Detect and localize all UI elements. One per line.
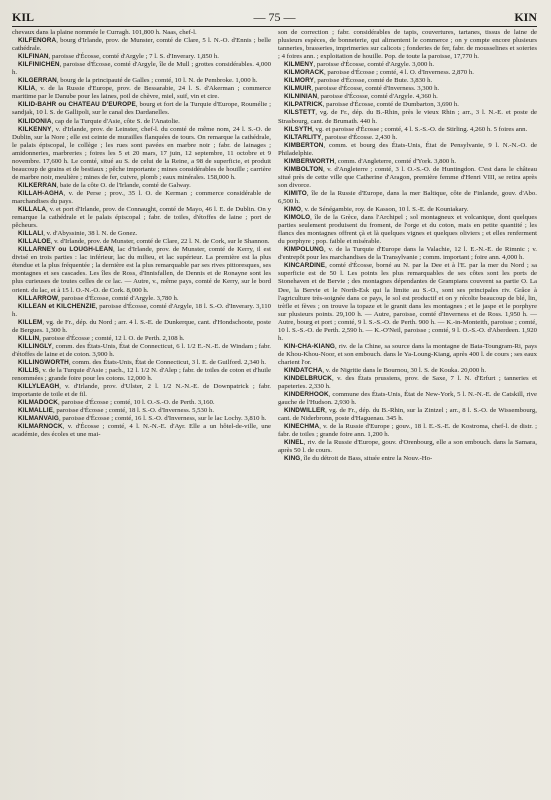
entry-headword: KILLIN bbox=[18, 334, 40, 342]
entry-text: , paroisse d'Écosse ; comté, 12 l. O. de Perth. 2,108 h. bbox=[39, 334, 185, 342]
entry-text: , paroisse d'Écosse, comté d'Argyle, île de Mull ; grottes considérables. 4,000 h. bbox=[12, 61, 271, 77]
entry-headword: KIMPOLUNG bbox=[284, 246, 324, 254]
entry-text: , paroisse d'Écosse. 2,430 h. bbox=[321, 133, 398, 141]
entry-headword: KIMITO bbox=[284, 189, 307, 197]
entry-text: , vg. de Fr., dép. du B.-Rhin, près le vieux Rhin ; arr., 3 l. N.-E. et poste de Strasbourg, cant. de Brumath. 440 h. bbox=[278, 109, 537, 125]
entry-text: , île du détroit de Bass, située entre la Nouv.-Ho- bbox=[300, 455, 433, 463]
entry-headword: KILID-BAHR ou CHATEAU D'EUROPE bbox=[18, 101, 136, 109]
entry-headword: KILLALI bbox=[18, 230, 44, 238]
entry-text: , bourg de la principauté de Galles ; comté, 10 l. N. de Pembroke. 1,000 h. bbox=[56, 77, 258, 85]
entry-text: , comté d'Écosse, borné au N. par la Dee et à l'E. par la mer du Nord ; sa superficie est de 50 l. Les points les plus remarquables de ses côtes sont les ports de Stonehaven et de Bervie ; des montagnes dépendantes de Grampians couvrent sa partie O. La Dee, la Bervie et le North-Esk qui la limite au S.-O., sont ses principales riv. Grâce à l'agriculture très-soignée dans ce pays, le sol est productif et on y récolte beaucoup de blé, lin, trèfle et fèves ; on trouve la topaze et le granit dans les montagnes ; et le jaspe et le porphyre sur plusieurs points. 29,100 h. — Autre, paroisse, comté d'Inverness et de Ross. 1,950 h. — Autre, bourg et port ; comté, 9 l. S.-S.-O. de Perth. 900 h. — K.-in-Monteith, paroisse ; comté, 10 l. S.-S.-O. de Perth. 2,590 h. — K.-O'Neil, paroisse ; comté, 9 l. O.-S.-O. d'Aberdeen. 1,920 h. bbox=[278, 262, 537, 342]
entry-text: , paroisse d'Écosse, comté de Dumbarton, 3,690 h. bbox=[322, 101, 459, 109]
entry-headword: KILLALOE bbox=[18, 238, 51, 246]
entry-text: , paroisse d'Écosse, comté d'Argyle. 3,000 h. bbox=[313, 61, 435, 69]
entry-text: , v. de la Turquie d'Asie ; pach., 12 l. 1/2 N. d'Alep ; fabr. de toiles de coton et d'huile renommées ; grande foire pour les cotons. 12,000 h. bbox=[12, 366, 271, 383]
entry-headword: KILFINICHEN bbox=[18, 61, 60, 69]
dictionary-entry bbox=[12, 182, 271, 190]
entry-headword: KILLEAN et KILCHENZIE bbox=[18, 302, 96, 310]
dictionary-entry bbox=[278, 101, 537, 109]
dictionary-entry bbox=[12, 399, 271, 407]
entry-headword: KILTARLITY bbox=[284, 133, 322, 141]
entry-headword: KILIDONIA bbox=[18, 117, 52, 125]
entry-headword: KILGERRAN bbox=[18, 77, 57, 85]
dictionary-entry bbox=[12, 423, 271, 439]
entry-text: , v. et port d'Irlande, prov. de Connaught, comté de Mayo, 46 l. E. de Dublin. On y remarque la cathédrale et le palais épiscopal ; fabr. de toiles, d'étoffes de laine ; port de pêcheurs. bbox=[12, 206, 271, 230]
entry-text: , commune des États-Unis, État de New-York, 5 l. N.-N.-E. de Catskill, rive gauche de l'Hudson. 2,930 h. bbox=[278, 391, 537, 407]
dictionary-entry bbox=[278, 439, 537, 455]
entry-headword: KILLALA bbox=[18, 206, 47, 214]
dictionary-entry bbox=[278, 126, 537, 134]
entry-text: , v. de la Turquie d'Europe dans la Valachie, 12 l. E.-N.-E. de Rimnic ; v. d'entrepôt pour les marchandises de la Transylvanie ; comm. important ; foire ann. 4,000 h. bbox=[278, 246, 537, 262]
dictionary-entry bbox=[12, 206, 271, 230]
entry-headword: KIMBOLTON bbox=[284, 165, 324, 173]
dictionary-entry bbox=[12, 367, 271, 383]
dictionary-entry bbox=[278, 423, 537, 439]
entry-headword: KILLINGWORTH bbox=[18, 358, 69, 366]
entry-headword: KILMENY bbox=[284, 61, 314, 69]
entry-headword: KILSTETT bbox=[284, 109, 316, 117]
entry-text: , comm. des États-Unis, État de Connecticut, 6 l. 1/2 E.-N.-E. de Windam ; fabr. d'étoffes de laine et de coton. 3,900 h. bbox=[12, 342, 271, 358]
entry-text: son de correction ; fabr. considérables de tapis, couvertures, tartanes, tissus de laine de plusieurs espèces, de bonneterie, qui alimentent le commerce ; on y compte encore plusieurs tanneries, brasseries, imprimeries sur calicots ; fonderies de fer, fabr. de mousselines et soieries ; 4 foires ann. ; exploitation de houille. Pop. de toute la paroisse, 17,770 h. bbox=[278, 29, 537, 61]
entry-headword: KILMUIR bbox=[284, 85, 312, 93]
entry-text: , paroisse d'Écosse ; comté, 10 l. O.-S.-O. de Perth. 3,160. bbox=[57, 399, 215, 407]
entry-text: , v. d'Irlande, prov. d'Ulster, 2 l. 1/2 N.-N.-E. de Downpatrick ; fabr. importante de toile et de fil. bbox=[12, 383, 271, 399]
entry-headword: KIN-CHA-KIANG bbox=[284, 342, 335, 350]
entry-text: , paroisse d'Écosse ; comté, 16 l. S.-O. d'Inverness, sur le lac Lochy. 3,810 h. bbox=[59, 415, 267, 423]
dictionary-entry bbox=[12, 126, 271, 182]
entry-text: , paroisse d'Écosse, comté de Bute. 3,830 h. bbox=[313, 77, 433, 85]
entry-text: , v. d'Irlande, prov. de Leinster, chef-l. du comté de même nom, 24 l. S.-O. de Dublin, sur la Nore ; elle est ceinte de murailles flanquées de tours. On remarque la cathédrale, le palais épiscopal, le collège ; les rues sont pavées en marbre noir ; fabr. de lainages ; amidonneries, marbreries ; foires les 5 et 20 mars, 17 juin, 12 septembre, 11 octobre et 9 novembre. 17,600 h. Le comté, situé au S. de celui de la Reine, a 98 de superficie, et produit beaucoup de grains et de bestiaux ; pêche importante ; mines considérables de houille ; carrière de marbre noir, meulière ; mines de fer, cuivre, plomb ; eaux minérales. 158,000 h. bbox=[12, 125, 271, 181]
dictionary-entry bbox=[12, 319, 271, 335]
entry-headword: KINCARDINE bbox=[284, 262, 326, 270]
entry-text: , v. d'Écosse ; comté, 4 l. N.-N.-E. d'Ayr. Elle a un hôtel-de-ville, une académie, des écoles et une mai- bbox=[12, 423, 271, 439]
entry-headword: KILLARROW bbox=[18, 294, 58, 302]
entry-text: , baie de la côte O. de l'Irlande, comté de Galway. bbox=[56, 181, 191, 189]
dictionary-entry bbox=[278, 29, 537, 61]
dictionary-entry bbox=[278, 391, 537, 407]
entry-headword: KIMO bbox=[284, 206, 302, 214]
left-column bbox=[12, 29, 271, 464]
entry-text: , paroisse d'Écosse ; comté, 4 l. O. d'Inverness. 2,870 h. bbox=[323, 69, 474, 77]
dictionary-entry bbox=[12, 85, 271, 101]
dictionary-entry bbox=[278, 246, 537, 262]
entry-text: , v. de la Russie d'Europe, prov. de Bessarabie, 24 l. S. d'Akerman ; commerce maritime par le Danube pour les laines, poil de chèvre, miel, suif, vin et cire. bbox=[12, 85, 271, 101]
entry-headword: KINEL bbox=[284, 439, 304, 447]
dictionary-entry bbox=[12, 101, 271, 117]
page-number: — 75 — bbox=[253, 10, 296, 24]
entry-text: , v. de la Russie d'Europe ; gouv., 18 l. E.-S.-E. de Kostroma, chef-l. de distr. ; fabr. de toiles ; grande foire ann. 1,200 h. bbox=[278, 423, 537, 439]
dictionary-entry bbox=[278, 142, 537, 158]
entry-headword: KING bbox=[284, 455, 301, 463]
dictionary-entry bbox=[278, 190, 537, 206]
entry-headword: KIMBERTON bbox=[284, 141, 324, 149]
dictionary-entry bbox=[12, 77, 271, 85]
right-column bbox=[278, 29, 537, 464]
entry-headword: KILLIS bbox=[18, 366, 39, 374]
entry-headword: KILMORACK bbox=[284, 69, 324, 77]
entry-text: , vg. de Fr., dép. du B.-Rhin, sur la Zintzel ; arr., 8 l. S.-O. de Wissembourg, cant. de Niderbronn, poste d'Haguenau. 345 h. bbox=[278, 407, 537, 423]
entry-headword: KILFINAN bbox=[18, 53, 49, 61]
entry-headword: KILSYTH bbox=[284, 125, 313, 133]
dictionary-entry bbox=[278, 158, 537, 166]
entry-headword: KILIA bbox=[18, 85, 36, 93]
dictionary-entry bbox=[12, 335, 271, 343]
entry-headword: KILFENORA bbox=[18, 37, 57, 45]
entry-text: , paroisse d'Écosse ; comté, 18 l. S.-O. d'Inverness. 5,530 h. bbox=[52, 407, 215, 415]
entry-headword: KILLYLEAGH bbox=[18, 383, 60, 391]
dictionary-entry bbox=[12, 303, 271, 319]
entry-headword: KIMBERWORTH bbox=[284, 157, 335, 165]
dictionary-entry bbox=[278, 367, 537, 375]
entry-text: , bourg et fort de la Turquie d'Europe, Roumélie ; sandjak, 10 l. S. de Gallipoli, sur le canal des Dardanelles. bbox=[12, 101, 271, 117]
entry-text: , bourg d'Irlande, prov. de Munster, comté de Clare, 5 l. N.-O. d'Ennis ; belle cathédrale. bbox=[12, 37, 271, 53]
entry-text: , v. des États prussiens, prov. de Saxe, 7 l. N. d'Erfurt ; tanneries et papeteries. 2,330 h. bbox=[278, 375, 537, 391]
entry-headword: KINECHMA bbox=[284, 423, 320, 431]
entry-headword: KILKERRAN bbox=[18, 181, 57, 189]
dictionary-entry bbox=[12, 230, 271, 238]
entry-headword: KILMORY bbox=[284, 77, 314, 85]
entry-text: , comm. et bourg des États-Unis, État de Pensylvanie, 9 l. N.-N.-O. de Philadelphie. bbox=[278, 141, 537, 157]
entry-headword: KILLARNEY ou LOUGH-LEAN bbox=[18, 246, 113, 254]
entry-headword: KINDATCHA bbox=[284, 366, 323, 374]
dictionary-entry bbox=[12, 29, 271, 37]
entry-text: , comm. d'Angleterre, comté d'York. 3,800 h. bbox=[334, 157, 457, 165]
entry-text: , île de la Grèce, dans l'Archipel ; sol montagneux et volcanique, dont quelques parties seulement produisent du froment, de l'orge et du coton, mais en petite quantité ; les flancs des montagnes offrent çà et là quelques vignes et quelques oliviers ; et elles renferment du porphyre ; pop. faible et misérable. bbox=[278, 214, 537, 246]
dictionary-entry bbox=[278, 343, 537, 367]
dictionary-entry bbox=[12, 238, 271, 246]
entry-text: , v. de Perse ; prov., 35 l. O. de Kerman ; commerce considérable de marchandises du pays. bbox=[12, 189, 271, 205]
entry-text: , paroisse d'Écosse, comté d'Argyle. 4,360 h. bbox=[317, 93, 438, 101]
entry-text: , vg. de Fr., dép. du Nord ; arr. 4 l. S.-E. de Dunkerque, cant. d'Hondschoote, poste de Bergues. 1,300 h. bbox=[12, 318, 271, 334]
dictionary-entry bbox=[12, 53, 271, 61]
page-header bbox=[12, 10, 537, 27]
dictionary-entry bbox=[278, 375, 537, 391]
dictionary-entry bbox=[12, 61, 271, 77]
entry-text: , comm. des États-Unis, État de Connecticut, 3 l. E. de Guilford. 2,340 h. bbox=[68, 358, 267, 366]
dictionary-entry bbox=[278, 214, 537, 246]
entry-text: , v. de Nigritie dans le Bournou, 30 l. S. de Kouka. 20,000 h. bbox=[322, 366, 487, 374]
entry-headword: KINDWILLER bbox=[284, 407, 326, 415]
entry-headword: KILKENNY bbox=[18, 125, 52, 133]
entry-headword: KILLINGLY bbox=[18, 342, 53, 350]
entry-text: , île de la Russie d'Europe, dans la mer Baltique, côte de Finlande, gouv. d'Abo. 6,500 h. bbox=[278, 189, 537, 205]
dictionary-entry bbox=[278, 109, 537, 125]
entry-headword: KILLEM bbox=[18, 318, 43, 326]
dictionary-entry bbox=[12, 118, 271, 126]
header-right-guideword: KIN bbox=[514, 10, 537, 24]
dictionary-entry bbox=[12, 343, 271, 359]
entry-text: , riv. de la Chine, sa source dans la montagne de Bata-Toungram-Ri, pays de Khou-Khou-Noor, et son embouch. dans le Ya-Loung-Kiang, après 400 l. de cours ; ses eaux charient l'or. bbox=[278, 342, 537, 366]
text-columns bbox=[8, 29, 541, 464]
entry-text: , paroisse d'Écosse, comté d'Argyle ; 7 l. S. d'Inverary. 1,850 h. bbox=[48, 53, 219, 61]
entry-text: , v. d'Angleterre ; comté, 3 l. O.-S.-O. de Huntingdon. C'est dans le château situé près de cette ville que Catherine d'Aragon, première femme d'Henri VIII, se retira après son divorce. bbox=[278, 165, 537, 189]
dictionary-entry bbox=[12, 246, 271, 294]
dictionary-entry bbox=[12, 359, 271, 367]
entry-headword: KILNINIAN bbox=[284, 93, 318, 101]
entry-text: chevaux dans la plaine nommée le Curragh. 101,800 h. Naas, chef-l. bbox=[12, 29, 197, 36]
dictionary-entry bbox=[278, 166, 537, 190]
entry-headword: KILMADOCK bbox=[18, 399, 58, 407]
entry-text: , paroisse d'Écosse, comté d'Argyle. 3,780 h. bbox=[57, 294, 179, 302]
entry-text: , paroisse d'Écosse, comté d'Argyle, 18 l. S.-O. d'Inverary. 3,110 h. bbox=[12, 302, 271, 318]
entry-text: , cap de la Turquie d'Asie, côte S. de l'Anatolie. bbox=[51, 117, 180, 125]
dictionary-entry bbox=[12, 37, 271, 53]
dictionary-entry bbox=[278, 206, 537, 214]
entry-text: , riv. de la Russie d'Europe, gouv. d'Orenbourg, elle a son embouch. dans la Samara, après 50 l. de cours. bbox=[278, 439, 537, 455]
entry-headword: KILMALLIE bbox=[18, 407, 53, 415]
entry-headword: KILPATRICK bbox=[284, 101, 323, 109]
entry-headword: KINDELBRUCK bbox=[284, 375, 332, 383]
dictionary-entry bbox=[278, 262, 537, 342]
entry-headword: KILMANVAIG bbox=[18, 415, 59, 423]
entry-headword: KILMARNOCK bbox=[18, 423, 63, 431]
dictionary-entry bbox=[12, 190, 271, 206]
dictionary-entry bbox=[278, 455, 537, 463]
entry-text: , vg. et paroisse d'Écosse ; comté, 4 l. S.-S.-O. de Stirling. 4,260 h. 5 foires ann. bbox=[312, 125, 528, 133]
entry-text: , v. d'Irlande, prov. de Munster, comté de Clare, 22 l. N. de Cork, sur le Shannon. bbox=[50, 238, 270, 246]
dictionary-entry bbox=[12, 295, 271, 303]
entry-headword: KINDERHOOK bbox=[284, 391, 329, 399]
dictionary-entry bbox=[278, 407, 537, 423]
dictionary-entry bbox=[278, 134, 537, 142]
entry-text: , v. de Sénégambie, roy. de Kasson, 10 l. S.-E. de Kouniakary. bbox=[301, 206, 469, 214]
entry-headword: KILLAH-AGHA bbox=[18, 189, 64, 197]
dictionary-entry bbox=[12, 383, 271, 399]
entry-headword: KIMOLO bbox=[284, 214, 311, 222]
entry-text: , lac d'Irlande, prov. de Munster, comté de Kerry, il est divisé en trois parties : lac inférieur, lac du milieu, et lac supérieur. La première est la plus étendue et la plus fréquentée ; la dernière est la plus remarquable par ses rives pittoresques, ses montagnes et ses cascades. Les îles de Ross, d'Innisfallen, de Dennis et de Ronayne sont les plus curieuses de toutes celles de ce lac. — Autre, v., même pays, comté de Kerry, sur le bord orient. du lac, et à 15 l. O.-N.-O. de Cork. 8,000 h. bbox=[12, 246, 271, 294]
entry-text: , v. d'Abyssinie, 38 l. N. de Gonez. bbox=[43, 230, 138, 238]
entry-text: , paroisse d'Écosse, comté d'Inverness. 3,300 h. bbox=[311, 85, 440, 93]
header-left-guideword: KIL bbox=[12, 10, 35, 24]
